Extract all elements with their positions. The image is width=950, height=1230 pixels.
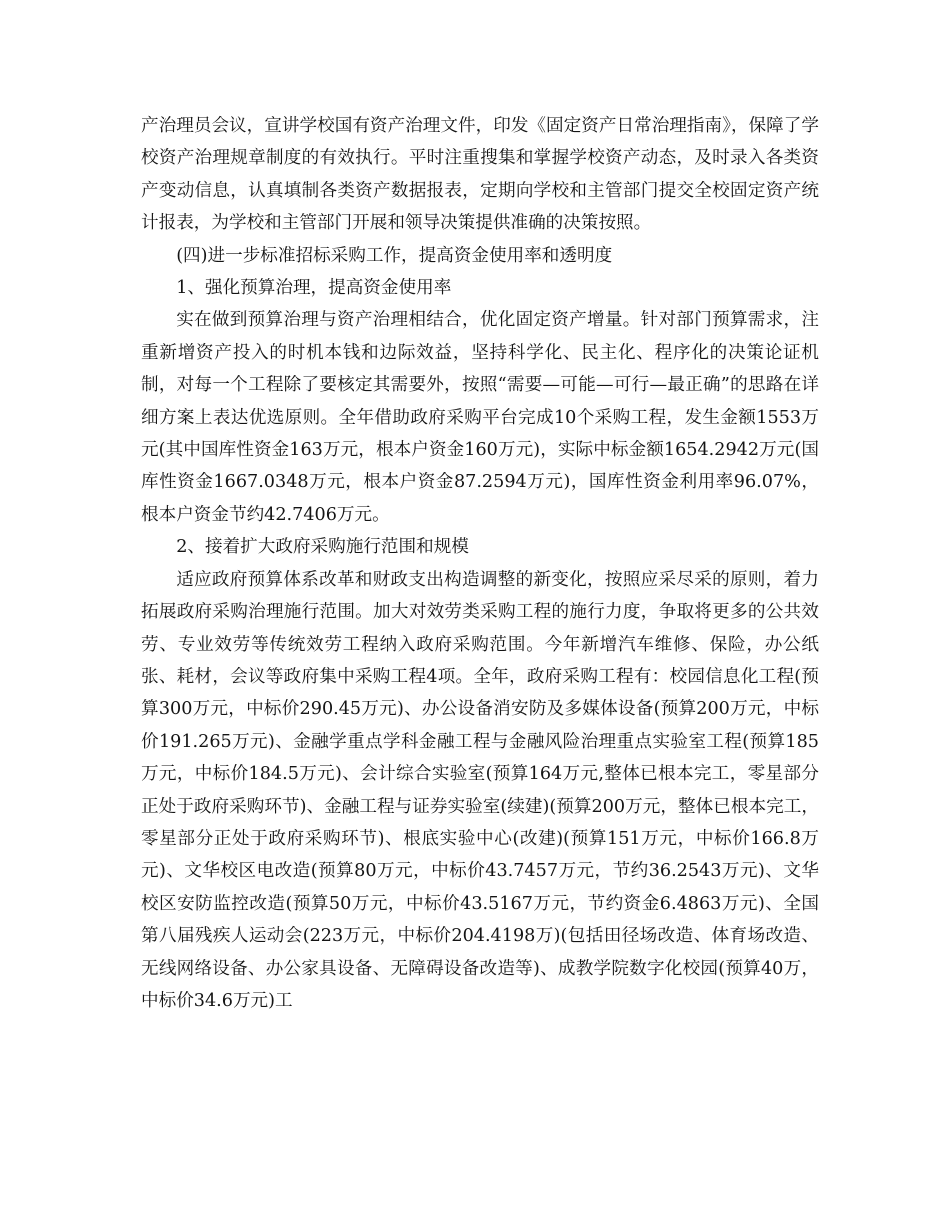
subheading-budget-management: 1、强化预算治理，提高资金使用率 <box>176 278 452 299</box>
subheading-procurement-scope: 2、接着扩大政府采购施行范围和规模 <box>176 537 469 558</box>
body-paragraph-procurement-projects: 适应政府预算体系改革和财政支出构造调整的新变化，按照应采尽采的原则，着力拓展政府采购治理施行范围。加大对效劳类采购工程的施行力度，争取将更多的公共效劳、专业效劳等传统效劳工程纳入政府采购范围。今年新增汽车维修、保险，办公纸张、耗材，会议等政府集中采购工程4项。全年，政府采购工程有：校园信息化工程(预算300万元，中标价290.45万元)、办公设备消安防及多媒体设备(预算200万元，中标价191.265万元)、金融学重点学科金融工程与金融风险治理重点实验室工程(预算185万元，中标价184.5万元)、会计综合实验室(预算164万元,整体已根本完工，零星部分正处于政府采购环节)、金融工程与证券实验室(续建)(预算200万元，整体已根本完工，零星部分正处于政府采购环节)、根底实验中心(改建)(预算151万元，中标价166.8万元)、文华校区电改造(预算80万元，中标价43.7457万元，节约36.2543万元)、文华校区安防监控改造(预算50万元，中标价43.5167万元，节约资金6.4863万元)、全国第八届残疾人运动会(223万元，中标价204.4198万)(包括田径场改造、体育场改造、无线网络设备、办公家具设备、无障碍设备改造等)、成教学院数字化校园(预算40万，中标价34.6万元)工 <box>141 569 819 1011</box>
body-paragraph-continuation: 产治理员会议，宣讲学校国有资产治理文件，印发《固定资产日常治理指南》，保障了学校资产治理规章制度的有效执行。平时注重搜集和掌握学校资产动态，及时录入各类资产变动信息，认真填制各类资产数据报表，定期向学校和主管部门提交全校固定资产统计报表，为学校和主管部门开展和领导决策提供准确的决策按照。 <box>141 116 819 234</box>
body-paragraph-budget: 实在做到预算治理与资产治理相结合，优化固定资产增量。针对部门预算需求，注重新增资产投入的时机本钱和边际效益，坚持科学化、民主化、程序化的决策论证机制，对每一个工程除了要核定其需要外，按照“需要—可能—可行—最正确”的思路在详细方案上表达优选原则。全年借助政府采购平台完成10个采购工程，发生金额1553万元(其中国库性资金163万元，根本户资金160万元)，实际中标金额1654.2942万元(国库性资金1667.0348万元，根本户资金87.2594万元)，国库性资金利用率96.07%，根本户资金节约42.7406万元。 <box>141 310 819 525</box>
document-page <box>141 110 819 1017</box>
section-heading-procurement: (四)进一步标准招标采购工作，提高资金使用率和透明度 <box>176 245 613 266</box>
